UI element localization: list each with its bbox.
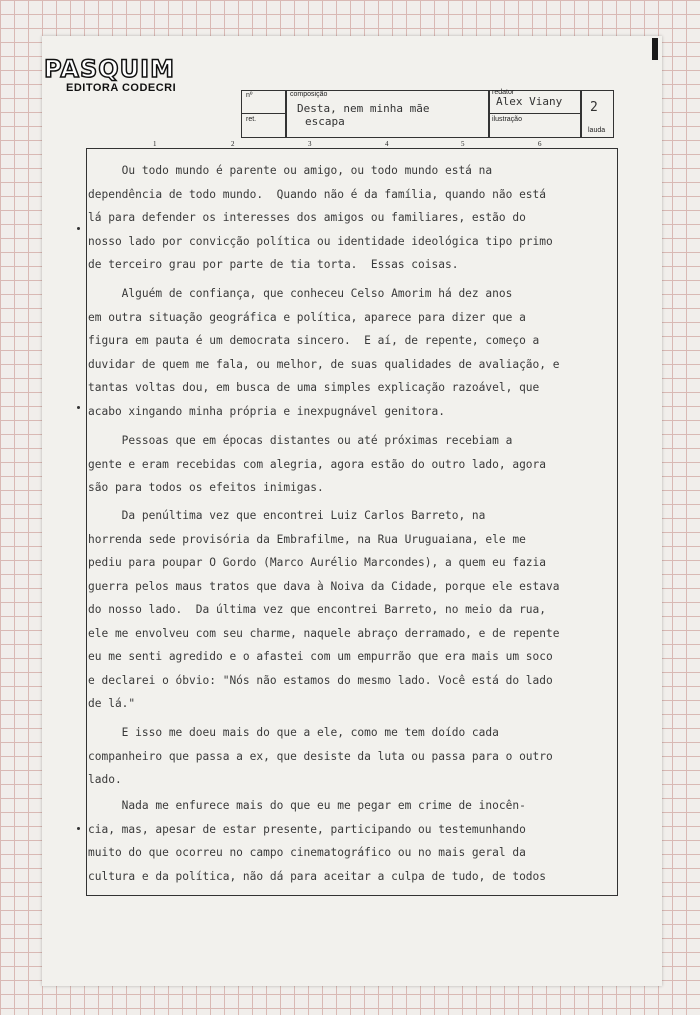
redator-label: redator: [492, 89, 515, 96]
pasquim-logo: PASQUIM: [44, 55, 175, 83]
paragraph-5: [88, 721, 614, 792]
article-title-line2: escapa: [305, 115, 345, 128]
paragraph-1: [88, 159, 614, 277]
ruler-mark-2: 2: [231, 140, 235, 148]
lauda-number: 2: [590, 100, 598, 115]
ruler-mark-1: 1: [153, 140, 157, 148]
redator-name: Alex Viany: [496, 95, 563, 108]
text-line: de lá.": [88, 697, 136, 710]
text-line: lá para defender os interesses dos amigos ou familiares, estão do: [88, 211, 526, 224]
text-line: eu me senti agredido e o afastei com um empurrão que era mais um soco: [88, 650, 553, 663]
text-line: muito do que ocorreu no campo cinematográfico ou no mais geral da: [88, 846, 526, 859]
text-line: em outra situação geográfica e política, aparece para dizer que a: [88, 310, 526, 324]
text-line: pediu para poupar O Gordo (Marco Aurélio Marcondes), a quem eu fazia: [88, 556, 547, 569]
ruler-mark-4: 4: [385, 140, 389, 148]
text-line: tantas voltas dou, em busca de uma simples explicação razoável, que: [88, 381, 540, 394]
lauda-label: lauda: [588, 127, 606, 134]
paragraph-6: [88, 794, 614, 888]
text-line: lado.: [88, 773, 122, 786]
text-line: cultura e da política, não dá para aceitar a culpa de tudo, de todos: [88, 869, 547, 883]
text-line: e declarei o óbvio: "Nós não estamos do mesmo lado. Você está do lado: [88, 673, 553, 687]
paper-clip: [652, 38, 658, 60]
text-line: Pessoas que em épocas distantes ou até próximas recebiam a: [88, 434, 513, 447]
composicao-label: composição: [290, 91, 328, 98]
margin-mark: [77, 827, 80, 830]
text-line: Nada me enfurece mais do que eu me pegar em crime de inocên-: [88, 799, 526, 812]
text-line: do nosso lado. Da última vez que encontrei Barreto, no meio da rua,: [88, 603, 547, 616]
text-line: E isso me doeu mais do que a ele, como me tem doído cada: [88, 726, 499, 739]
margin-mark: [77, 227, 80, 230]
text-line: acabo xingando minha própria e inexpugnável genitora.: [88, 404, 445, 418]
text-line: dependência de todo mundo. Quando não é da família, quando não está: [88, 187, 547, 201]
paragraph-2: [88, 282, 614, 423]
ilustracao-label: ilustração: [492, 116, 522, 123]
article-title-line1: Desta, nem minha mãe: [297, 102, 430, 115]
ret-label: ret.: [246, 116, 257, 123]
ruler-mark-5: 5: [461, 140, 465, 148]
margin-mark: [77, 406, 80, 409]
text-line: gente e eram recebidas com alegria, agora estão do outro lado, agora: [88, 457, 547, 471]
text-line: ele me envolveu com seu charme, naquele abraço derramado, e de repente: [88, 626, 560, 640]
text-line: horrenda sede provisória da Embrafilme, na Rua Uruguaiana, ele me: [88, 532, 526, 546]
text-line: Da penúltima vez que encontrei Luiz Carlos Barreto, na: [88, 509, 486, 522]
number-label: nº: [246, 92, 253, 99]
publisher-name: EDITORA CODECRI: [66, 82, 177, 94]
text-line: Ou todo mundo é parente ou amigo, ou todo mundo está na: [88, 164, 493, 177]
text-line: figura em pauta é um democrata sincero. E aí, de repente, começo a: [88, 334, 540, 347]
text-line: companheiro que passa a ex, que desiste da luta ou passa para o outro: [88, 749, 553, 763]
text-line: duvidar de quem me fala, ou melhor, de suas qualidades de avaliação, e: [88, 357, 560, 371]
text-line: de terceiro grau por parte de tia torta. Essas coisas.: [88, 258, 459, 271]
ruler-mark-6: 6: [538, 140, 542, 148]
paragraph-3: [88, 429, 614, 500]
ruler-mark-3: 3: [308, 140, 312, 148]
paragraph-4: [88, 504, 614, 716]
text-line: cia, mas, apesar de estar presente, participando ou testemunhando: [88, 822, 526, 836]
text-line: Alguém de confiança, que conheceu Celso Amorim há dez anos: [88, 287, 513, 300]
text-line: guerra pelos maus tratos que dava à Noiva da Cidade, porque ele estava: [88, 579, 560, 593]
text-line: são para todos os efeitos inimigas.: [88, 481, 324, 494]
text-line: nosso lado por convicção política ou identidade ideológica tipo primo: [88, 234, 553, 248]
